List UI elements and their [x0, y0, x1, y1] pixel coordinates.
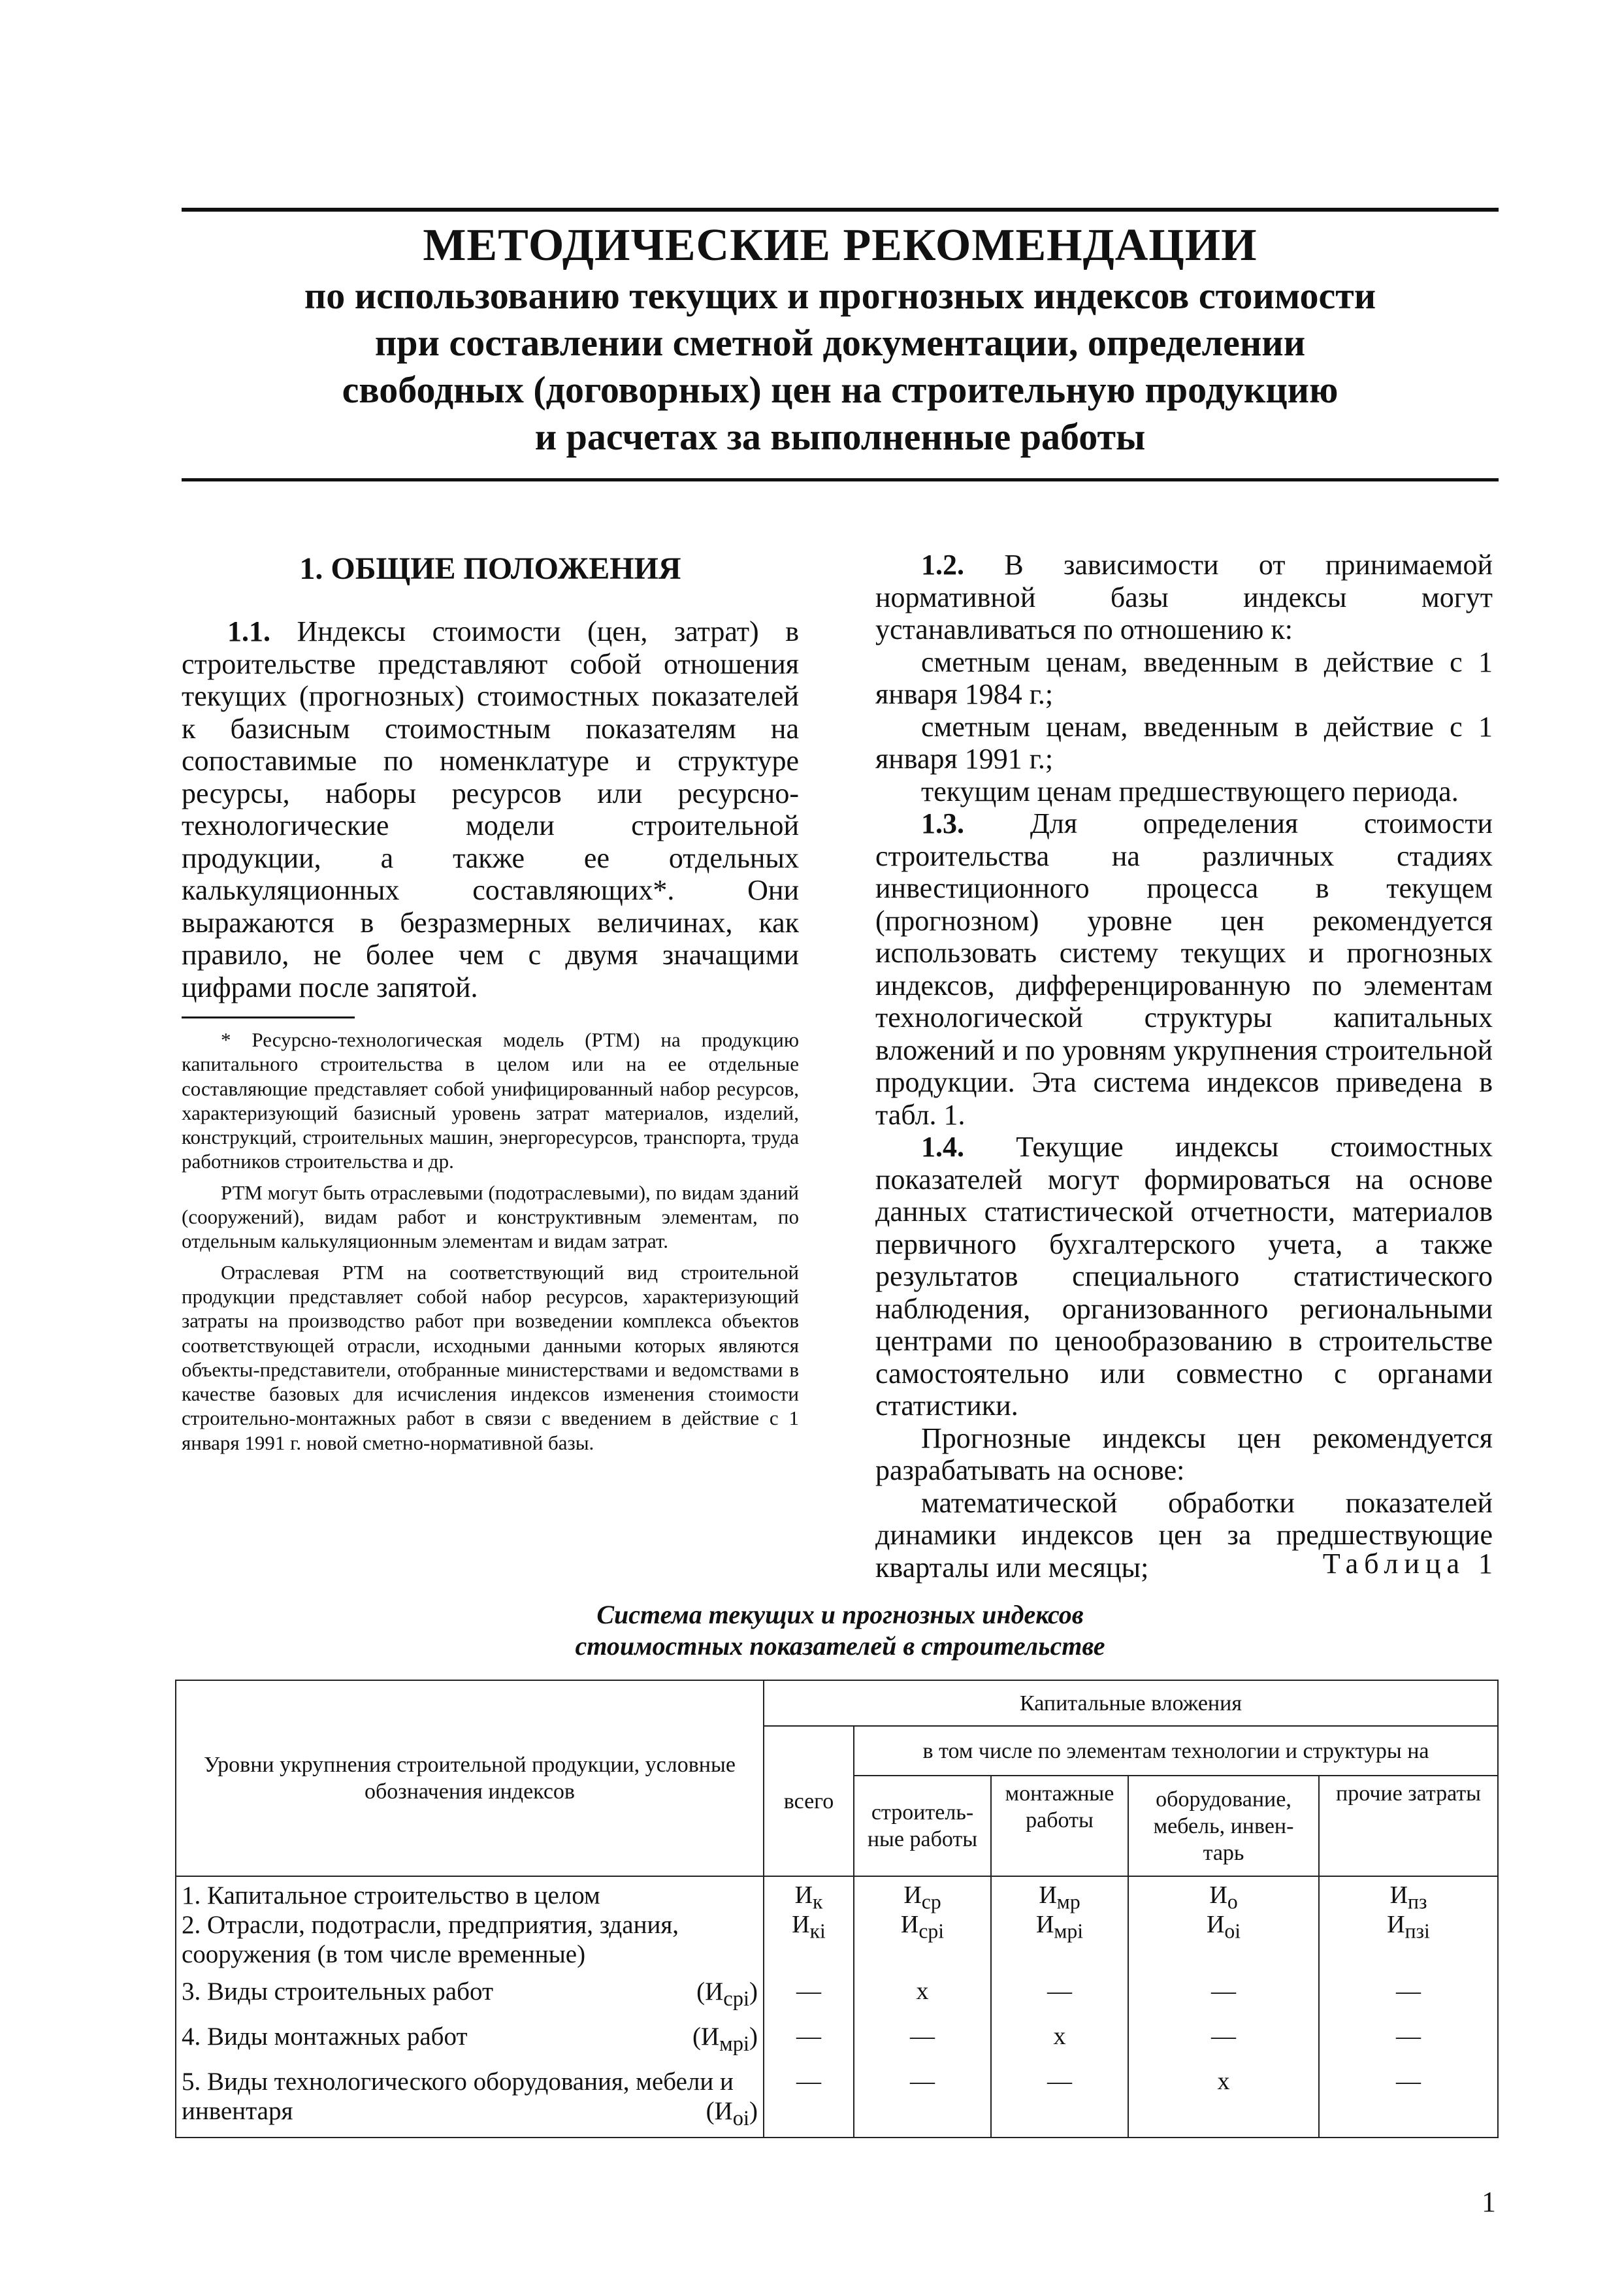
list-item: текущим ценам предшествующего периода. — [921, 775, 1459, 807]
cell-other: — — [1319, 2018, 1498, 2063]
cell-installation: — — [991, 1973, 1128, 2018]
paragraph-1-3 — [875, 807, 1493, 1131]
cell-total: — — [764, 2063, 854, 2138]
row-label — [176, 1876, 764, 1973]
index-symbol: $И_{пзi}$ — [1387, 1911, 1430, 1943]
index-symbol: $И_{ср}$ — [903, 1881, 941, 1913]
row-label — [176, 2018, 764, 2063]
cell-equipment: х — [1128, 2063, 1319, 2138]
row-5-label: 5. Виды технологического оборудования, мебели и инвентаря — [182, 2067, 734, 2125]
row-4-code: $(И_{мрi})$ — [692, 2022, 758, 2056]
caption-line: Система текущих и прогнозных индексов — [596, 1600, 1084, 1629]
cell-other: — — [1319, 2063, 1498, 2138]
footnote-rule — [182, 1016, 355, 1018]
cell-total: — — [764, 2018, 854, 2063]
row-3-code: $(И_{срi})$ — [696, 1977, 758, 2011]
paragraph-math: математической обработки показателей динамики индексов цен за предшествующие кварталы или месяцы; — [875, 1486, 1493, 1584]
row-label — [176, 2063, 764, 2138]
paragraph-forecast: Прогнозные индексы цен рекомендуется разрабатывать на основе: — [875, 1422, 1493, 1486]
header-equipment: оборудование, мебель, инвен-тарь — [1128, 1776, 1319, 1876]
footnote: РТМ могут быть отраслевыми (подотраслевыми), по видам зданий (сооружений), видам работ и конструктивным элементам, по отдельным калькуляционным элементам и видам затрат. — [182, 1180, 799, 1253]
row-1-label: 1. Капитальное строительство в целом — [182, 1881, 600, 1910]
header-capital: Капитальные вложения — [764, 1680, 1498, 1726]
page-number: 1 — [1482, 2186, 1496, 2218]
cell-equipment — [1128, 1876, 1319, 1973]
row-4-label: 4. Виды монтажных работ — [182, 2022, 468, 2051]
bottom-rule — [182, 478, 1499, 481]
cell-other: — — [1319, 1973, 1498, 2018]
paragraph-number: 1.1. — [227, 615, 270, 647]
cell-construction: — — [854, 2018, 991, 2063]
table-caption — [182, 1599, 1499, 1662]
cell-construction: — — [854, 2063, 991, 2138]
table-row — [176, 2063, 1498, 2138]
footnote: Отраслевая РТМ на соответствующий вид строительной продукции представляет собой набор ресурсов, характеризующий затраты на производство работ при возведении комплекса объектов соответствующей отрасли, исходными данными которых являются объекты-представители, отобранные министерствами и ведомствами в качестве базовых для исчисления индексов изменения стоимости строительно-монтажных работ в связи с введением в действие с 1 января 1991 г. новой сметно-нормативной базы. — [182, 1260, 799, 1454]
paragraph-text: Для определения стоимости строительства на различных стадиях инвестиционного процесса в текущем (прогнозном) уровне цен рекомендуется использовать систему текущих и прогнозных индексов, дифференцированную по элементам технологической структуры капитальных вложений и по уровням укрупнения строительной продукции. Эта система индексов приведена в табл. 1. — [875, 807, 1493, 1131]
index-symbol: $И_{кi}$ — [792, 1911, 826, 1943]
table-row — [176, 2018, 1498, 2063]
cell-construction: х — [854, 1973, 991, 2018]
list-item: сметным ценам, введенным в действие с 1 января 1991 г.; — [875, 710, 1493, 775]
row-label — [176, 1973, 764, 2018]
list-item: сметным ценам, введенным в действие с 1 января 1984 г.; — [875, 645, 1493, 710]
main-title: МЕТОДИЧЕСКИЕ РЕКОМЕНДАЦИИ — [423, 220, 1258, 270]
index-symbol: $И_{оi}$ — [1206, 1911, 1241, 1943]
footnote: * Ресурсно-технологическая модель (РТМ) на продукцию капитального строительства в целом или на ее отдельные составляющие представляет собой унифицированный набор ресурсов, характеризующий базисный уровень затрат материалов, изделий, конструкций, строительных машин, энергоресурсов, транспорта, труда работников строительства и др. — [182, 1028, 799, 1173]
left-column — [182, 549, 799, 1461]
header-other: прочие затраты — [1319, 1776, 1498, 1876]
cell-construction — [854, 1876, 991, 1973]
paragraph-1-2 — [875, 549, 1493, 646]
right-column — [875, 549, 1493, 1584]
cell-installation: — — [991, 2063, 1128, 2138]
cell-installation — [991, 1876, 1128, 1973]
subtitle-line: свободных (договорных) цен на строительную продукцию — [342, 368, 1339, 411]
paragraph-1-1 — [182, 615, 799, 1003]
cell-total — [764, 1876, 854, 1973]
paragraph-text: Индексы стоимости (цен, затрат) в строительстве представляют собой отношения текущих (прогнозных) стоимостных показателей к базисным стоимостным показателям на сопоставимые по номенклатуре и структуре ресурсы, наборы ресурсов или ресурсно-технологические модели строительной продукции, а также ее отдельных калькуляционных составляющих*. Они выражаются в безразмерных величинах, как правило, не более чем с двумя значащими цифрами после запятой. — [182, 615, 799, 1003]
paragraph-number: 1.3. — [921, 807, 964, 839]
row-2-label: 2. Отрасли, подотрасли, предприятия, здания, сооружения (в том числе временные) — [182, 1911, 679, 1968]
index-symbol: $И_{мрi}$ — [1035, 1911, 1084, 1943]
header-construction: строитель-ные работы — [854, 1776, 991, 1876]
header-total: всего — [764, 1726, 854, 1876]
header-including: в том числе по элементам технологии и структуры на — [854, 1726, 1498, 1776]
row-5-code: $(И_{оi})$ — [706, 2096, 758, 2130]
paragraph-1-4 — [875, 1131, 1493, 1422]
index-table — [175, 1680, 1499, 2138]
cell-total: — — [764, 1973, 854, 2018]
subtitle-line: и расчетах за выполненные работы — [534, 415, 1146, 458]
table-row — [176, 1973, 1498, 2018]
document-title — [182, 219, 1499, 461]
paragraph-number: 1.2. — [921, 549, 964, 581]
index-symbol: $И_{пз}$ — [1389, 1881, 1427, 1913]
index-symbol: $И_{мр}$ — [1039, 1881, 1080, 1913]
table-label: Таблица 1 — [1322, 1548, 1499, 1580]
subtitle-line: по использованию текущих и прогнозных индексов стоимости — [304, 274, 1376, 317]
paragraph-text: Текущие индексы стоимостных показателей могут формироваться на основе данных статистической отчетности, материалов первичного бухгалтерского учета, а также результатов специального статистического наблюдения, организованного региональными центрами по ценообразованию в строительстве самостоятельно или совместно с органами статистики. — [875, 1131, 1493, 1422]
cell-installation: х — [991, 2018, 1128, 2063]
header-installation: монтажные работы — [991, 1776, 1128, 1876]
section-heading: 1. ОБЩИЕ ПОЛОЖЕНИЯ — [299, 551, 681, 586]
index-symbol: $И_{срi}$ — [900, 1911, 945, 1943]
index-symbol: $И_о$ — [1209, 1881, 1238, 1913]
top-rule — [182, 208, 1499, 212]
cell-other — [1319, 1876, 1498, 1973]
index-symbol: $И_к$ — [794, 1881, 823, 1913]
paragraph-number: 1.4. — [921, 1131, 964, 1163]
cell-equipment: — — [1128, 1973, 1319, 2018]
cell-equipment: — — [1128, 2018, 1319, 2063]
paragraph-text: В зависимости от принимаемой нормативной базы индексы могут устанавливаться по отношению к: — [875, 549, 1493, 645]
subtitle-line: при составлении сметной документации, определении — [374, 321, 1306, 364]
header-levels: Уровни укрупнения строительной продукции, условные обозначения индексов — [176, 1680, 764, 1876]
table-row — [176, 1876, 1498, 1973]
row-3-label: 3. Виды строительных работ — [182, 1977, 493, 2006]
caption-line: стоимостных показателей в строительстве — [575, 1631, 1105, 1661]
